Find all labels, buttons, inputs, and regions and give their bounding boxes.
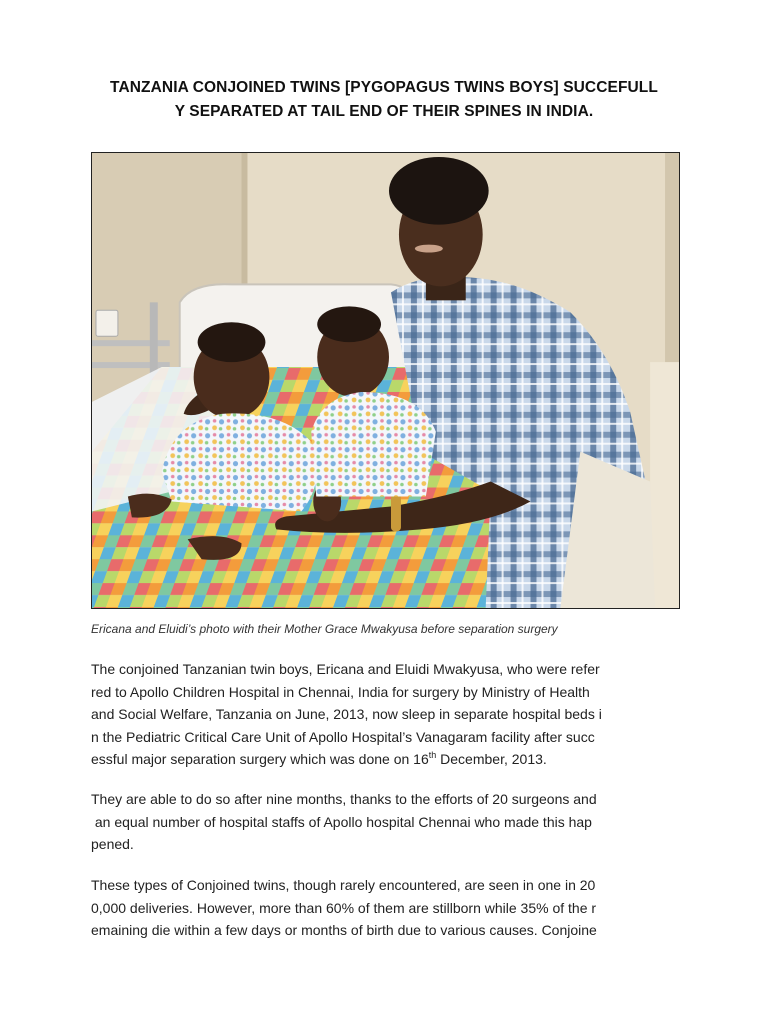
paragraph-3 bbox=[91, 874, 687, 942]
paragraph-3-line: These types of Conjoined twins, though rarely encountered, are seen in one in 20 bbox=[91, 877, 596, 893]
paragraph-1 bbox=[91, 658, 687, 771]
paragraph-1-last-tail: December, 2013. bbox=[436, 751, 547, 768]
photo-illustration bbox=[92, 153, 679, 608]
paragraph-1-line: n the Pediatric Critical Care Unit of Apollo Hospital’s Vanagaram facility after succ bbox=[91, 728, 595, 745]
paragraph-1-last-line bbox=[91, 748, 687, 771]
paragraph-1-line: The conjoined Tanzanian twin boys, Ericana and Eluidi Mwakyusa, who were refer bbox=[91, 661, 600, 677]
title-line-1: TANZANIA CONJOINED TWINS [PYGOPAGUS TWINS BOYS] SUCCEFULL bbox=[110, 79, 658, 96]
photo-caption: Ericana and Eluidi’s photo with their Mother Grace Mwakyusa before separation surgery bbox=[91, 622, 558, 636]
paragraph-3-line: emaining die within a few days or months of birth due to various causes. Conjoine bbox=[91, 922, 597, 939]
paragraph-3-line: 0,000 deliveries. However, more than 60% of them are stillborn while 35% of the r bbox=[91, 899, 597, 916]
paragraph-2-line: pened. bbox=[91, 836, 134, 853]
paragraph-2-line: They are able to do so after nine months, thanks to the efforts of 20 surgeons and bbox=[91, 791, 597, 807]
ordinal-suffix: th bbox=[428, 750, 437, 761]
title-line-2: Y SEPARATED AT TAIL END OF THEIR SPINES IN INDIA. bbox=[174, 103, 594, 120]
paragraph-2-line: an equal number of hospital staffs of Apollo hospital Chennai who made this hap bbox=[91, 813, 592, 830]
document-title bbox=[88, 76, 680, 124]
paragraph-1-line: and Social Welfare, Tanzania on June, 2013, now sleep in separate hospital beds i bbox=[91, 706, 602, 723]
twins-photo bbox=[91, 152, 680, 609]
paragraph-2 bbox=[91, 788, 687, 856]
paragraph-1-line: red to Apollo Children Hospital in Chennai, India for surgery by Ministry of Health bbox=[91, 683, 590, 700]
paragraph-1-last-text: essful major separation surgery which was done on 16 bbox=[91, 751, 429, 768]
